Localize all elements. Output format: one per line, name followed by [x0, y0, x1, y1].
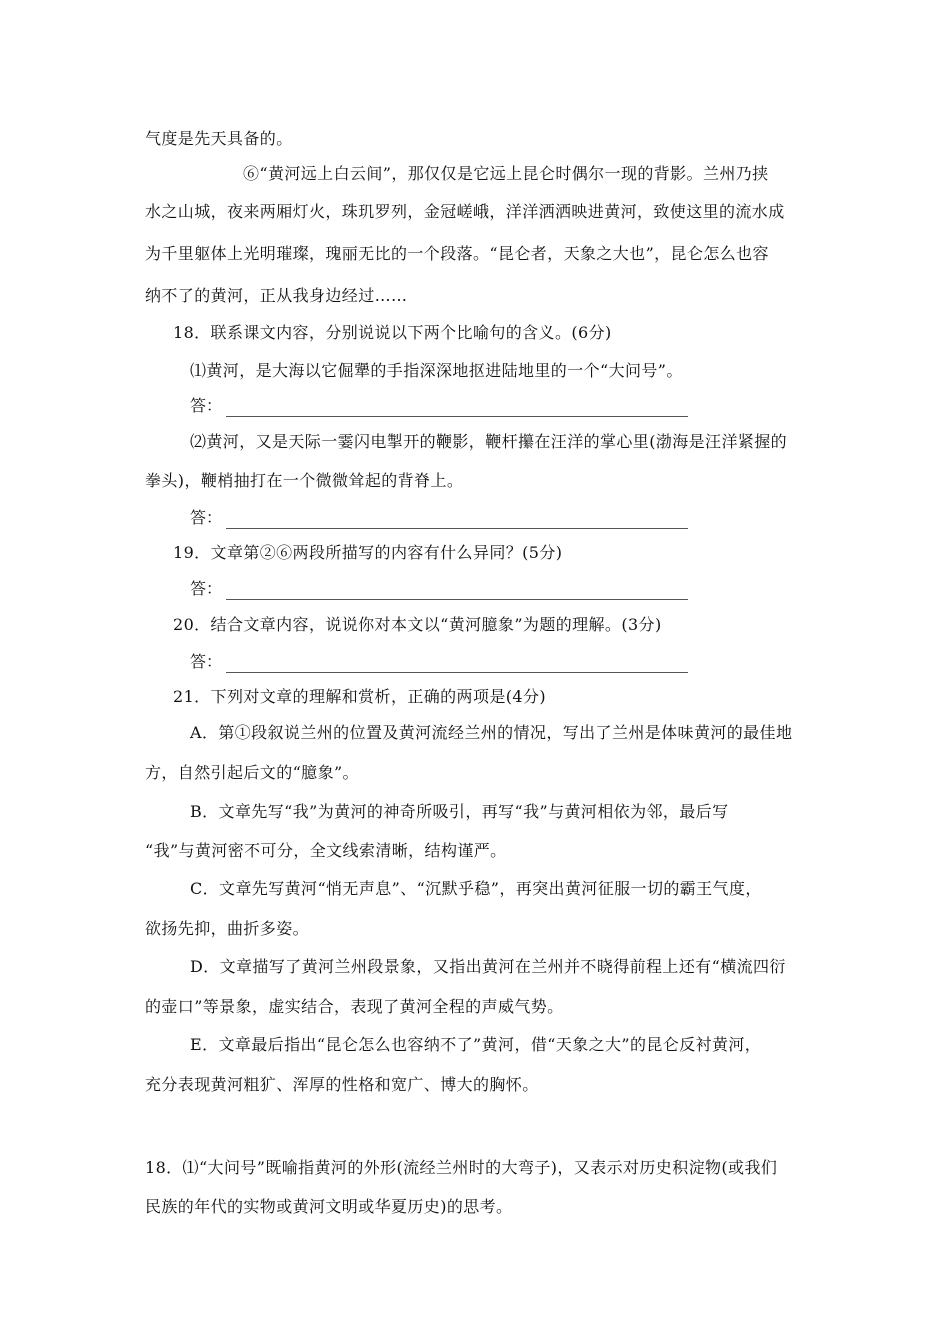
answer-label: 答：: [190, 396, 223, 415]
answer-label: 答：: [190, 652, 223, 671]
question-18: 18．联系课文内容，分别说说以下两个比喻句的含义。(6分): [173, 323, 612, 342]
answer-field[interactable]: [190, 507, 688, 529]
option-e-cont: 充分表现黄河粗犷、浑厚的性格和宽广、博大的胸怀。: [145, 1075, 539, 1094]
answer-field[interactable]: [190, 578, 688, 600]
option-c-cont: 欲扬先抑，曲折多姿。: [145, 919, 310, 938]
passage-line: 气度是先天具备的。: [145, 129, 293, 148]
question-19: 19．文章第②⑥两段所描写的内容有什么异同？(5分): [173, 543, 563, 562]
option-a: A．第①段叙说兰州的位置及黄河流经兰州的情况，写出了兰州是体味黄河的最佳地: [190, 723, 793, 742]
passage-line: 水之山城，夜来两厢灯火，珠玑罗列，金冠嵯峨，洋洋洒洒映进黄河，致使这里的流水成: [145, 202, 785, 221]
answer-key-18: 18．⑴“大问号”既喻指黄河的外形(流经兰州时的大弯子)，又表示对历史积淀物(或我们: [145, 1158, 778, 1177]
option-d-cont: 的壶口”等景象，虚实结合，表现了黄河全程的声威气势。: [145, 997, 564, 1016]
answer-field[interactable]: [190, 395, 688, 417]
answer-blank[interactable]: [226, 400, 688, 417]
passage-line: ⑥“黄河远上白云间”，那仅仅是它远上昆仑时偶尔一现的背影。兰州乃挟: [243, 164, 769, 183]
question-18-part-2: ⑵黄河，又是天际一霎闪电掣开的鞭影，鞭杆攥在汪洋的掌心里(渤海是汪洋紧握的: [190, 432, 788, 451]
option-b-cont: “我”与黄河密不可分，全文线索清晰，结构谨严。: [145, 841, 507, 860]
option-a-cont: 方，自然引起后文的“臆象”。: [145, 763, 359, 782]
answer-blank[interactable]: [226, 512, 688, 529]
question-21: 21．下列对文章的理解和赏析，正确的两项是(4分): [173, 687, 547, 706]
question-18-part-1: ⑴黄河，是大海以它倔犟的手指深深地抠进陆地里的一个“大问号”。: [190, 361, 683, 380]
option-c: C．文章先写黄河“悄无声息”、“沉默乎稳”，再突出黄河征服一切的霸王气度，: [190, 879, 762, 898]
option-b: B．文章先写“我”为黄河的神奇所吸引，再写“我”与黄河相依为邻，最后写: [190, 802, 729, 821]
answer-label: 答：: [190, 508, 223, 527]
passage-line: 为千里躯体上光明璀璨，瑰丽无比的一个段落。“昆仑者，天象之大也”，昆仑怎么也容: [145, 244, 769, 263]
passage-line: 纳不了的黄河，正从我身边经过……: [145, 286, 408, 305]
question-20: 20．结合文章内容，说说你对本文以“黄河臆象”为题的理解。(3分): [173, 615, 662, 634]
answer-blank[interactable]: [226, 656, 688, 673]
answer-key-18-cont: 民族的年代的实物或黄河文明或华夏历史)的思考。: [145, 1197, 513, 1216]
answer-blank[interactable]: [226, 583, 688, 600]
option-d: D．文章描写了黄河兰州段景象，又指出黄河在兰州并不晓得前程上还有“横流四衍: [190, 957, 786, 976]
answer-field[interactable]: [190, 651, 688, 673]
question-18-part-2-cont: 拳头)，鞭梢抽打在一个微微耸起的背脊上。: [145, 471, 464, 490]
option-e: E．文章最后指出“昆仑怎么也容纳不了”黄河，借“天象之大”的昆仑反衬黄河，: [190, 1035, 762, 1054]
answer-label: 答：: [190, 579, 223, 598]
